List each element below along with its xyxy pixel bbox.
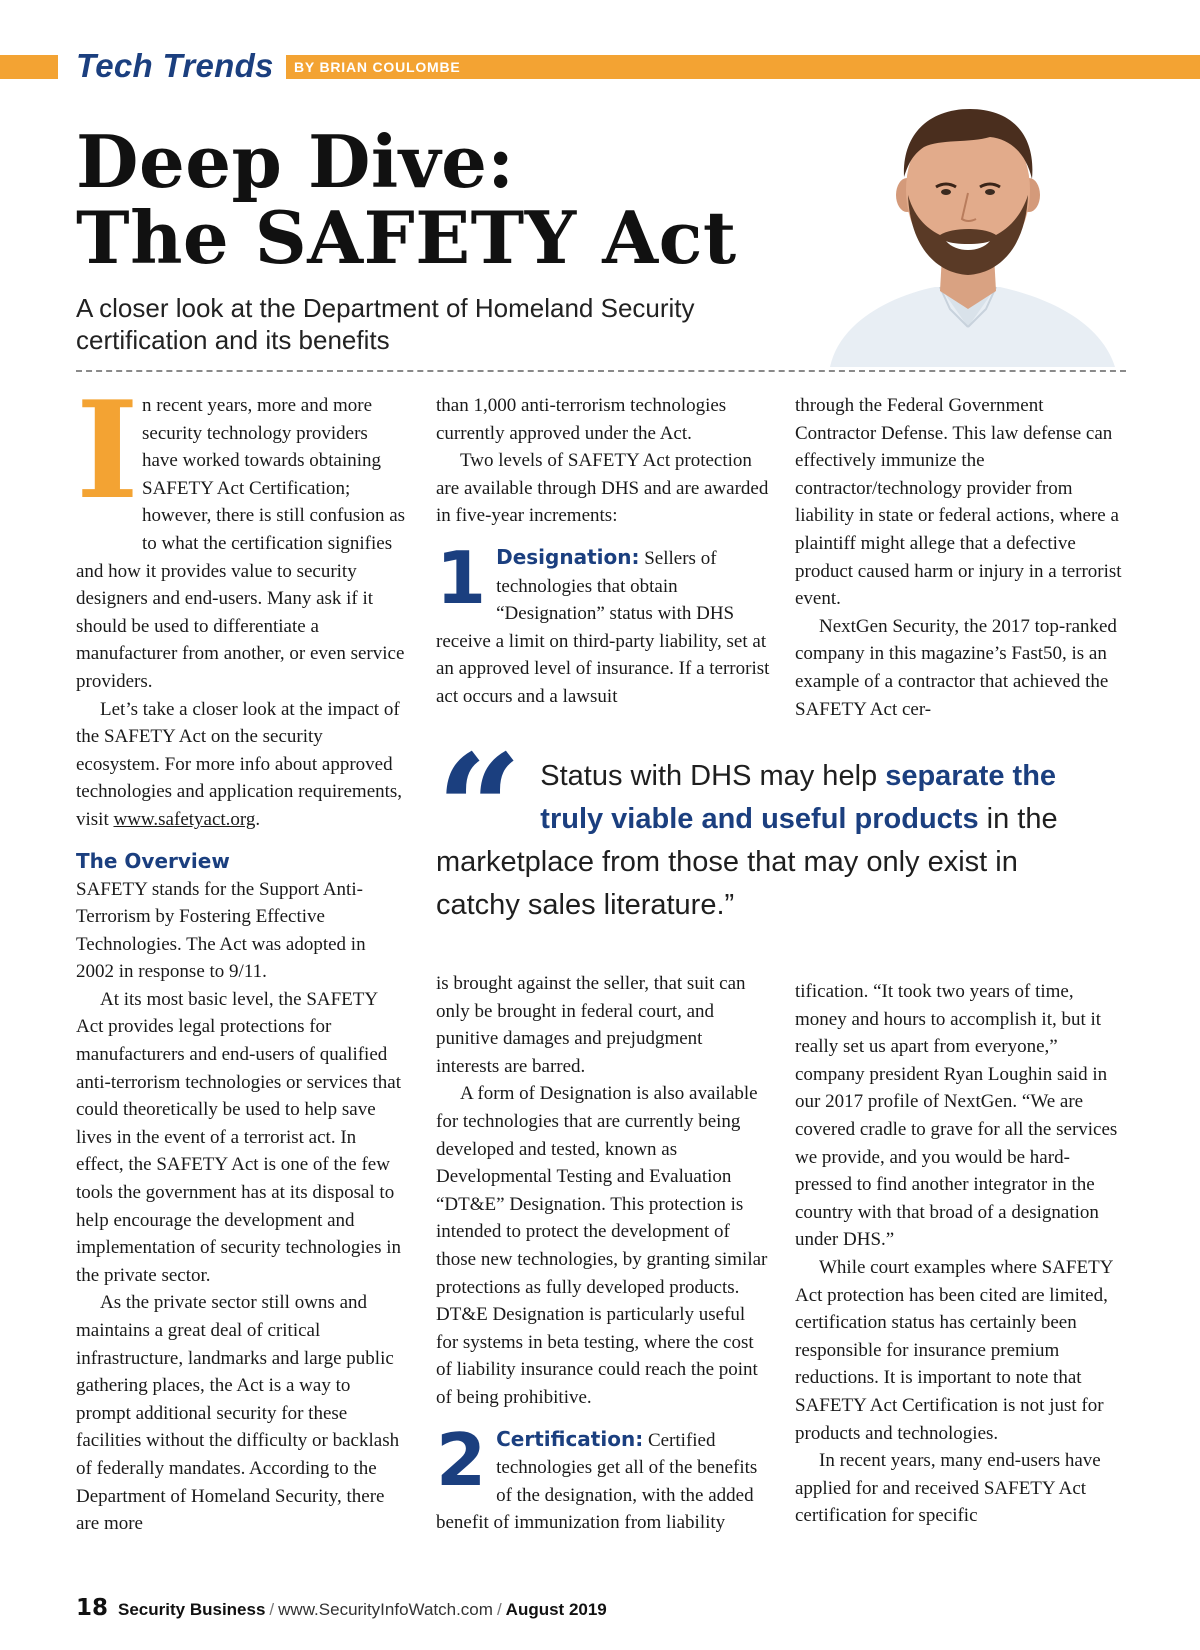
footer-separator: /	[496, 1600, 502, 1619]
item-lead-designation: Designation:	[496, 544, 640, 569]
article-column-3-bottom	[795, 978, 1125, 1530]
article-subtitle: A closer look at the Department of Homeland Security certification and its benefits	[76, 293, 695, 355]
numbered-item-2	[436, 1417, 770, 1537]
byline: BY BRIAN COULOMBE	[294, 59, 461, 75]
page-footer	[76, 1595, 607, 1621]
paragraph: While court examples where SAFETY Act protection has been cited are limited, certification status has certainly been responsible for insurance premium reductions. It is important to note that SAFETY Act Certification is not just for products and technologies.	[795, 1256, 1113, 1444]
title-divider	[76, 370, 1126, 372]
header-accent-bar-left	[0, 55, 58, 79]
paragraph	[76, 696, 406, 834]
page-number: 18	[76, 1595, 109, 1621]
paragraph: At its most basic level, the SAFETY Act provides legal protections for manufacturers and end-users of qualified anti-terrorism technologies or services that could theoretically be used to help save lives in the event of a terrorist act. In effect, the SAFETY Act is one of the few tools the government has at its disposal to help encourage the development and implementation of security technologies in the private sector.	[76, 988, 402, 1286]
paragraph-text: Let’s take a closer look at the impact of the SAFETY Act on the security ecosystem. For more info about approved technologies and application requirements, visit	[76, 698, 403, 830]
intro-text: n recent years, more and more security technology providers have worked towards obtaining SAFETY Act Certification; however, there is still confusion as to what the certification signifies and how it provides value to security designers and end-users. Many ask if it should be used to differentiate a manufacturer from another, or even service providers.	[76, 395, 406, 692]
paragraph: A form of Designation is also available for technologies that are currently being developed and tested, known as Developmental Testing and Evaluation “DT&E” Designation. This protection is intended to protect the development of those new technologies, by granting similar protections as fully developed products. DT&E Designation is particularly useful for systems in beta testing, where the cost of liability insurance could reach the point of being prohibitive.	[436, 1083, 768, 1408]
article-column-2-bottom	[436, 970, 770, 1537]
drop-cap: I	[76, 371, 139, 529]
author-portrait	[800, 95, 1130, 367]
item-number-1: 1	[436, 535, 487, 620]
issue-date: August 2019	[505, 1600, 607, 1619]
paragraph: SAFETY stands for the Support Anti-Terrorism by Fostering Effective Technologies. The Act was adopted in 2002 in response to 9/11.	[76, 878, 366, 983]
paragraph: Two levels of SAFETY Act protection are available through DHS and are awarded in five-year increments:	[436, 450, 769, 527]
item-text: Certified technologies get all of the benefits of the designation, with the added benefit of immunization from liability	[436, 1429, 758, 1534]
section-name: Tech Trends	[76, 47, 274, 84]
quote-text-end: in the marketplace from those that may only exist in catchy sales literature.”	[436, 803, 1058, 921]
pull-quote	[436, 722, 1096, 927]
section-heading-overview: The Overview	[76, 848, 230, 873]
paragraph: As the private sector still owns and maintains a great deal of critical infrastructure, landmarks and large public gathering places, the Act is a way to prompt additional security for these facilities without the difficulty or backlash of federally mandates. According to the Department of Homeland Security, there are more	[76, 1292, 400, 1535]
article-column-1	[76, 371, 406, 1538]
safetyact-link[interactable]: www.safetyact.org	[113, 808, 256, 830]
footer-separator: /	[269, 1600, 275, 1619]
intro-paragraph	[76, 371, 406, 696]
item-lead-certification: Certification:	[496, 1426, 644, 1451]
article-column-2-top	[436, 392, 770, 711]
article-column-3-top	[795, 392, 1125, 723]
website-url[interactable]: www.SecurityInfoWatch.com	[278, 1600, 493, 1619]
item-number-2: 2	[436, 1417, 487, 1502]
title-line-2: The SAFETY Act	[76, 195, 737, 280]
article-title	[76, 119, 737, 280]
paragraph: than 1,000 anti-terrorism technologies currently approved under the Act.	[436, 395, 727, 444]
magazine-name: Security Business	[118, 1600, 266, 1619]
numbered-item-1	[436, 535, 770, 711]
paragraph: In recent years, many end-users have applied for and received SAFETY Act certification for specific	[795, 1450, 1101, 1527]
paragraph: NextGen Security, the 2017 top-ranked company in this magazine’s Fast50, is an example of a contractor that achieved the SAFETY Act cer-	[795, 615, 1117, 720]
quote-highlight: separate the truly viable and useful products	[540, 760, 1057, 835]
paragraph: tification. “It took two years of time, money and hours to accomplish it, but it really set us apart from everyone,” company president Ryan Loughin said in our 2017 profile of NextGen. “We are covered cradle to grave for all the services we provide, and you would be hard-pressed to find another integrator in the country with that broad of a designation under DHS.”	[795, 981, 1118, 1251]
paragraph-end: .	[255, 808, 261, 830]
paragraph: through the Federal Government Contractor Defense. This law defense can effectively immunize the contractor/technology provider from liability in state or federal actions, where a plaintiff might allege that a defective product caused harm or injury in a terrorist event.	[795, 395, 1122, 610]
quote-mark-icon: “	[436, 722, 523, 898]
quote-text-start: Status with DHS may help	[540, 760, 886, 792]
paragraph: is brought against the seller, that suit can only be brought in federal court, and punitive damages and prejudgment interests are barred.	[436, 973, 746, 1077]
item-text: Sellers of technologies that obtain “Designation” status with DHS receive a limit on third-party liability, set at an approved level of insurance. If a terrorist act occurs and a lawsuit	[436, 547, 770, 707]
title-line-1: Deep Dive:	[76, 119, 515, 204]
